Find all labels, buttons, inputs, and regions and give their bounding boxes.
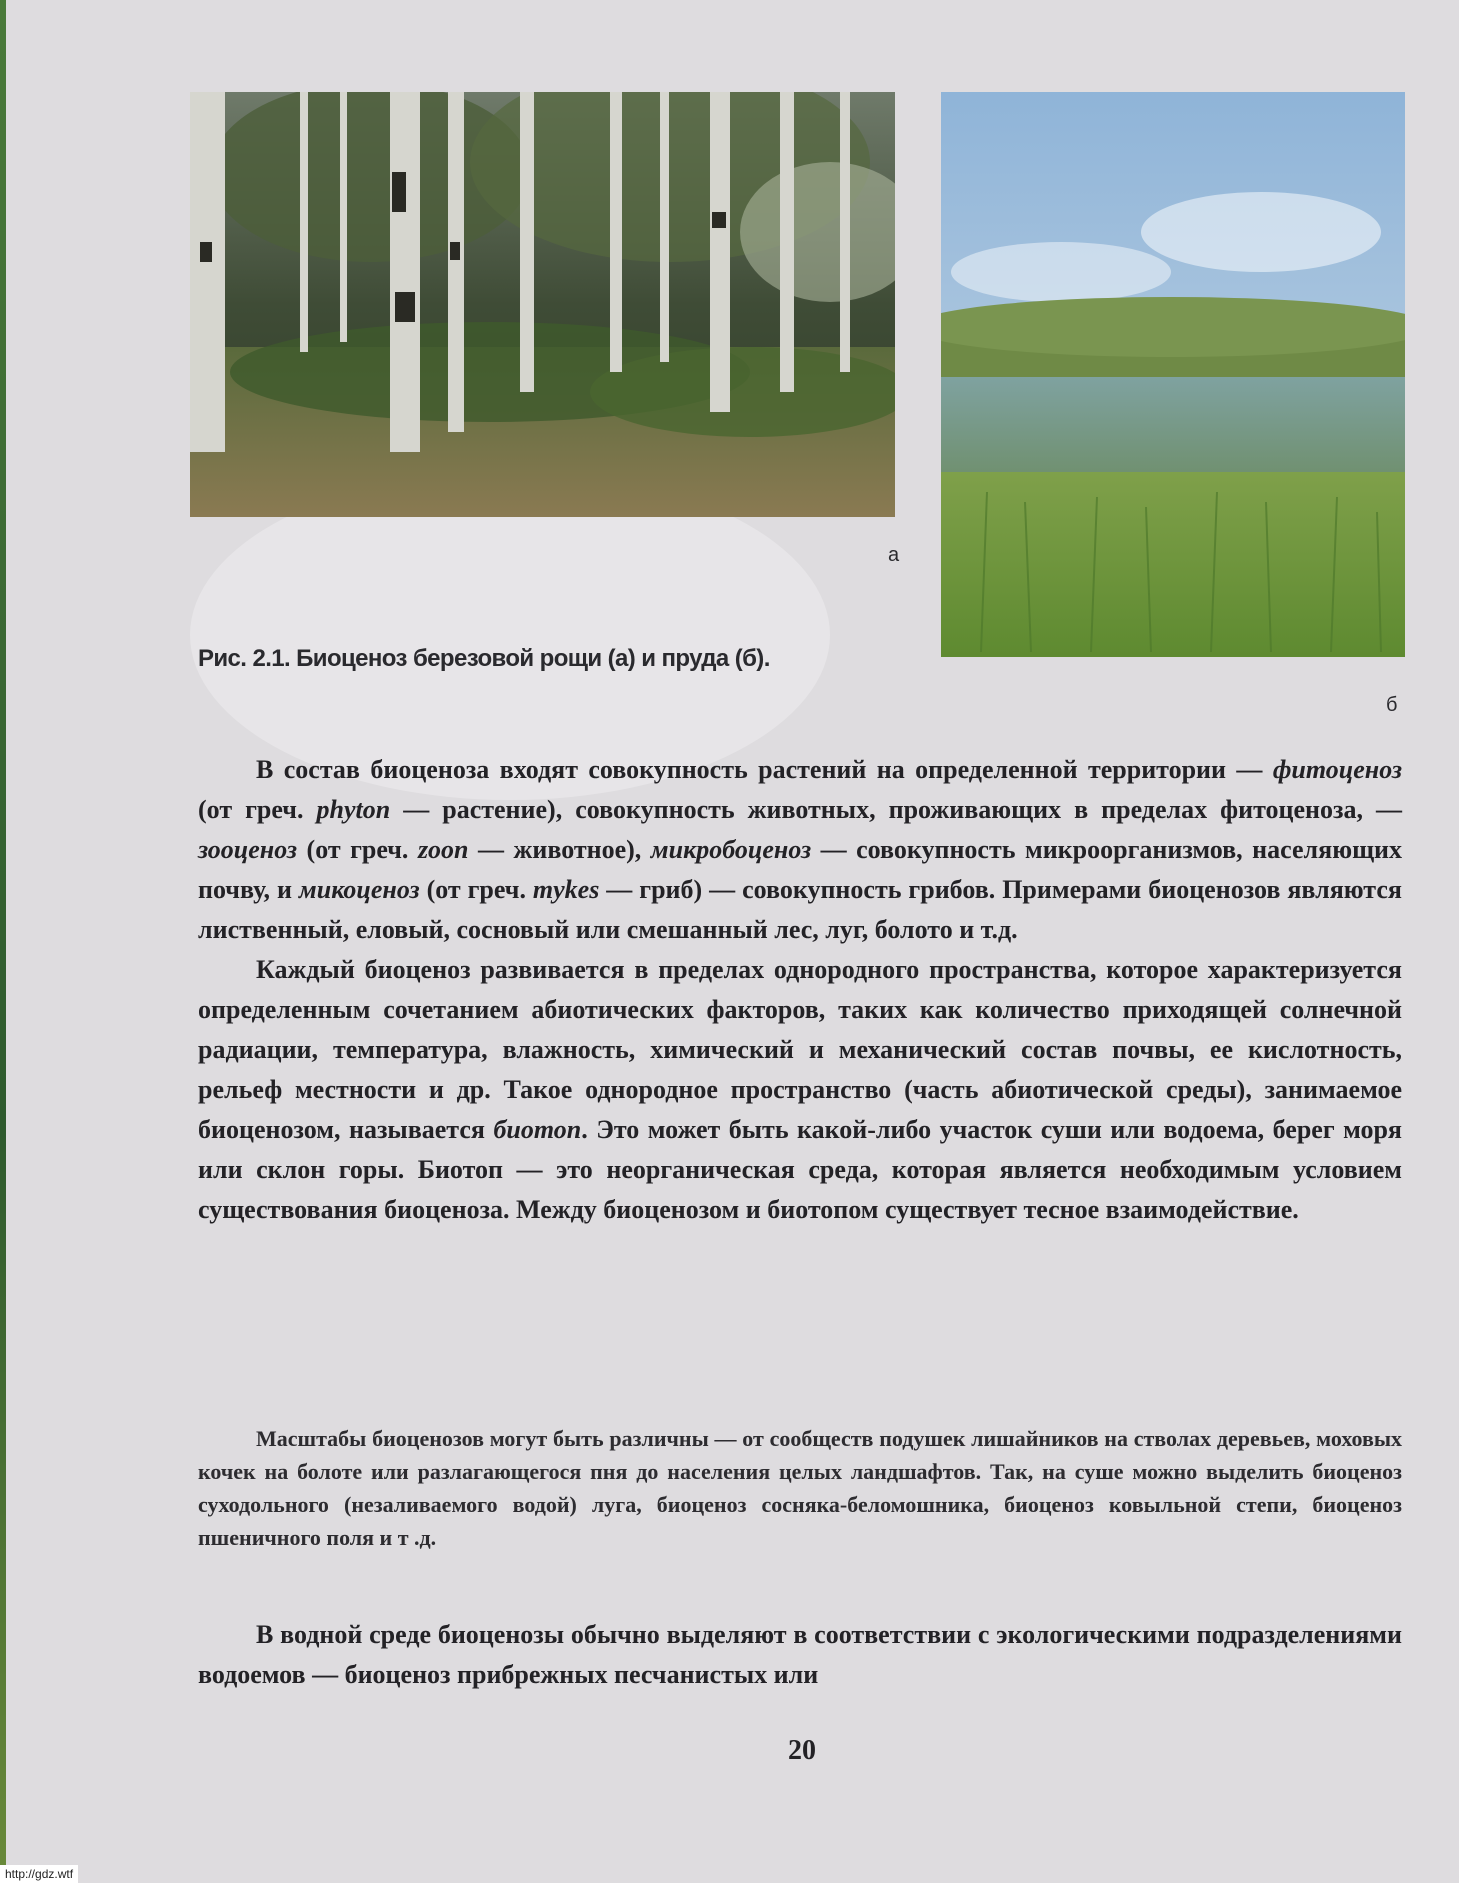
paragraph1-text-8: — гриб) — совокупность грибов. Примерами биоценозов являются лиственный, еловый, сосновый или смешанный лес, луг, болото и т.д.: [198, 875, 1402, 944]
term-biotope: биотоп: [493, 1115, 582, 1144]
page-edge: [0, 0, 6, 1883]
paragraph1-text-2: (от греч.: [198, 795, 317, 824]
page-number: 20: [788, 1735, 816, 1766]
small-text: [198, 1422, 1402, 1554]
term-zoon: zoon: [417, 835, 469, 864]
paragraph-phytocenosis: [198, 750, 1402, 950]
watermark-url: http://gdz.wtf: [0, 1865, 78, 1883]
figure-label-b: б: [1386, 694, 1398, 716]
paragraph1-text-1: В состав биоценоза входят совокупность растений на определенной территории —: [256, 755, 1273, 784]
term-phytocenosis: фитоценоз: [1272, 755, 1402, 784]
photo-birch-grove: [190, 92, 895, 517]
paragraph-scales: Масштабы биоценозов могут быть различны — от сообществ подушек лишайников на стволах деревьев, моховых кочек на болоте или разлагающегося пня до населения целых ландшафтов. Так, на суше можно выделить биоценоз суходольного (незаливаемого водой) луга, биоценоз сосняка-беломошника, биоценоз ковыльной степи, биоценоз пшеничного поля и т .д.: [198, 1426, 1402, 1550]
paragraph-biotope: [198, 950, 1402, 1230]
paragraph1-text-3: — растение), совокупность животных, проживающих в пределах фитоценоза, —: [390, 795, 1402, 824]
term-phyton: phyton: [316, 795, 391, 824]
birch-grove-illustration: [190, 92, 895, 517]
paragraph1-text-5: — животное),: [468, 835, 651, 864]
pond-illustration: [941, 92, 1405, 657]
figure-caption: Рис. 2.1. Биоценоз березовой рощи (а) и пруда (б).: [198, 645, 770, 672]
paragraph1-text-6: — совокупность микроорганизмов, населяющих почву, и: [198, 835, 1403, 904]
paragraph1-text-4: (от греч.: [297, 835, 418, 864]
figure-label-a: а: [888, 544, 900, 566]
paragraph2-text-1: Каждый биоценоз развивается в пределах однородного пространства, которое характеризуется определенным сочетанием абиотических факторов, таких как количество приходящей солнечной радиации, температура, влажность, химический и механический состав почвы, ее кислотность, рельеф местности и др. Такое однородное пространство (часть абиотической среды), занимаемое биоценозом, называется: [198, 955, 1402, 1144]
term-zoocenosis: зооценоз: [198, 835, 298, 864]
photo-pond: [941, 92, 1405, 657]
paragraph-water: В водной среде биоценозы обычно выделяют в соответствии с экологическими подразделениями водоемов — биоценоз прибрежных песчанистых или: [198, 1620, 1402, 1689]
main-text: [198, 750, 1402, 1230]
paragraph1-text-7: (от греч.: [419, 875, 533, 904]
term-mykes: mykes: [532, 875, 600, 904]
paragraph2-text-2: . Это может быть какой-либо участок суши или водоема, берег моря или склон горы. Биотоп — это неорганическая среда, которая является необходимым условием существования биоценоза. Между биоценозом и биотопом существует тесное взаимодействие.: [198, 1115, 1402, 1224]
term-microbocenosis: микробоценоз: [650, 835, 812, 864]
term-mycocenosis: микоценоз: [298, 875, 420, 904]
main-text-bottom: [198, 1615, 1402, 1695]
